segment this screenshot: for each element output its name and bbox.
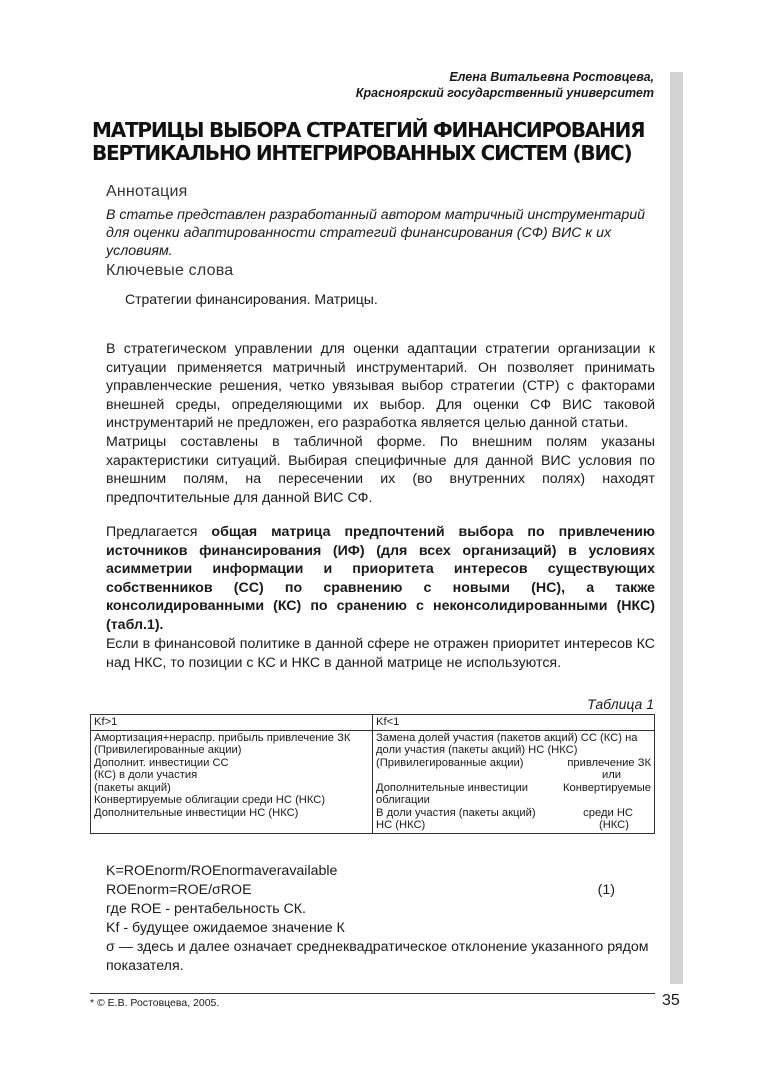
abstract-text: В статье представлен разработанный автором матричный инструментарий для оценки адаптированности стратегий финансирования (СФ) ВИС к их условиям.: [106, 207, 646, 259]
cell-line: Дополнит. инвестиции СС: [94, 756, 229, 769]
table-header-cell: Kf<1: [373, 715, 655, 731]
cell-fragment: (НКС): [598, 819, 629, 831]
cell-line: [376, 819, 651, 832]
cell-fragment: (Привилегированные акции): [376, 756, 524, 769]
cell-fragment: НС (НКС): [376, 819, 426, 831]
cell-line: Дополнительные инвестиции НС (НКС): [94, 806, 299, 819]
keywords-text: Стратегии финансирования. Матрицы.: [125, 291, 378, 307]
article-title: [92, 119, 652, 165]
formula-where-roe: где ROE - рентабельность СК.: [106, 901, 307, 917]
keywords-label: Ключевые слова: [106, 262, 234, 279]
table-cell-right: [373, 730, 655, 833]
paragraph-3-bold: общая матрица предпочтений выбора по привлечению источников финансирования (ИФ) (для всех организаций) в условиях асимметрии информации и приоритета интересов существующих собственников (СС) по сравнению с новыми (НС), а также консолидированными (КС) по сранению с неконсолидированными (НКС) (табл.1).: [106, 524, 656, 633]
author-name: Елена Витальевна Ростовцева,: [449, 70, 654, 84]
author-affiliation: Красноярский государственный университет: [355, 86, 654, 100]
equation-number: (1): [597, 882, 615, 898]
cell-line: [376, 807, 651, 820]
cell-line: Замена долей участия (пакетов акций) СС (КС) на: [376, 731, 638, 744]
cell-line: (Привилегированные акции): [94, 744, 242, 756]
table-row: [91, 730, 655, 833]
cell-line: [376, 757, 651, 770]
margin-bar: [670, 72, 683, 984]
cell-line: или: [601, 769, 621, 781]
strategy-matrix-table: [90, 714, 655, 834]
formula-block: [106, 862, 655, 976]
cell-fragment: Конвертируемые: [562, 781, 651, 794]
copyright-footnote: * © Е.В. Ростовцева, 2005.: [90, 997, 220, 1009]
cell-fragment: Дополнительные инвестиции: [376, 781, 529, 794]
body-paragraph-1: В стратегическом управлении для оценки адаптации стратегии организации к ситуации применяется матричный инструментарий. Он позволяет принимать управленческие решения, четко увязывая выбор стратегии (СТР) с факторами внешней среды, определяющими их выбор. Для оценки СФ ВИС таковой инструментарий не предложен, его разработка является целью данной статьи.: [106, 341, 655, 432]
table-cell-left: [91, 730, 373, 833]
cell-line: облигации: [376, 794, 430, 806]
cell-line: Конвертируемые облигации среди НС (НКС): [94, 794, 326, 806]
page-number: 35: [662, 992, 680, 1009]
table-header-cell: Kf>1: [91, 715, 373, 731]
cell-line: [376, 782, 651, 795]
cell-line: доли участия (пакеты акций) НС (НКС): [376, 744, 578, 756]
formula-k: K=ROEnorm/ROEnormaveravailable: [106, 863, 338, 879]
formula-roenorm: ROEnorm=ROE/σROE: [106, 882, 252, 898]
table-header-row: [91, 715, 655, 731]
cell-fragment: привлечение ЗК: [567, 756, 651, 769]
footnote-rule: [90, 993, 655, 994]
formula-roenorm-row: [106, 881, 655, 900]
cell-line: (пакеты акций): [94, 781, 171, 794]
cell-fragment: В доли участия (пакеты акций): [376, 806, 536, 819]
body-paragraph-3: [106, 523, 655, 635]
cell-line: (КС) в доли участия: [94, 769, 198, 781]
title-line-1: МАТРИЦЫ ВЫБОРА СТРАТЕГИЙ ФИНАНСИРОВАНИЯ: [92, 118, 645, 142]
body-paragraph-2: Матрицы составлены в табличной форме. По внешним полям указаны характеристики ситуаций. Выбирая специфичные для данной ВИС условия по внешним полям, на пересечении их (во внутренних полях) находят предпочтительные для данной ВИС СФ.: [106, 434, 655, 506]
abstract-label: Аннотация: [106, 183, 188, 200]
title-line-2: ВЕРТИКАЛЬНО ИНТЕГРИРОВАННЫХ СИСТЕМ (ВИС): [92, 141, 632, 165]
formula-kf-definition: Kf - будущее ожидаемое значение К: [106, 920, 345, 936]
table-caption: Таблица 1: [587, 696, 654, 712]
cell-line: Амортизация+нераспр. прибыль привлечение ЗК: [94, 731, 351, 744]
cell-fragment: среди НС: [583, 806, 633, 819]
author-block: [356, 69, 654, 101]
formula-sigma-definition: σ — здесь и далее означает среднеквадратическое отклонение указанного рядом показателя.: [106, 939, 649, 974]
paragraph-3-prefix: Предлагается: [106, 524, 212, 540]
body-paragraph-4: Если в финансовой политике в данной сфере не отражен приоритет интересов КС над НКС, то позиции с КС и НКС в данной матрице не используются.: [106, 636, 655, 671]
